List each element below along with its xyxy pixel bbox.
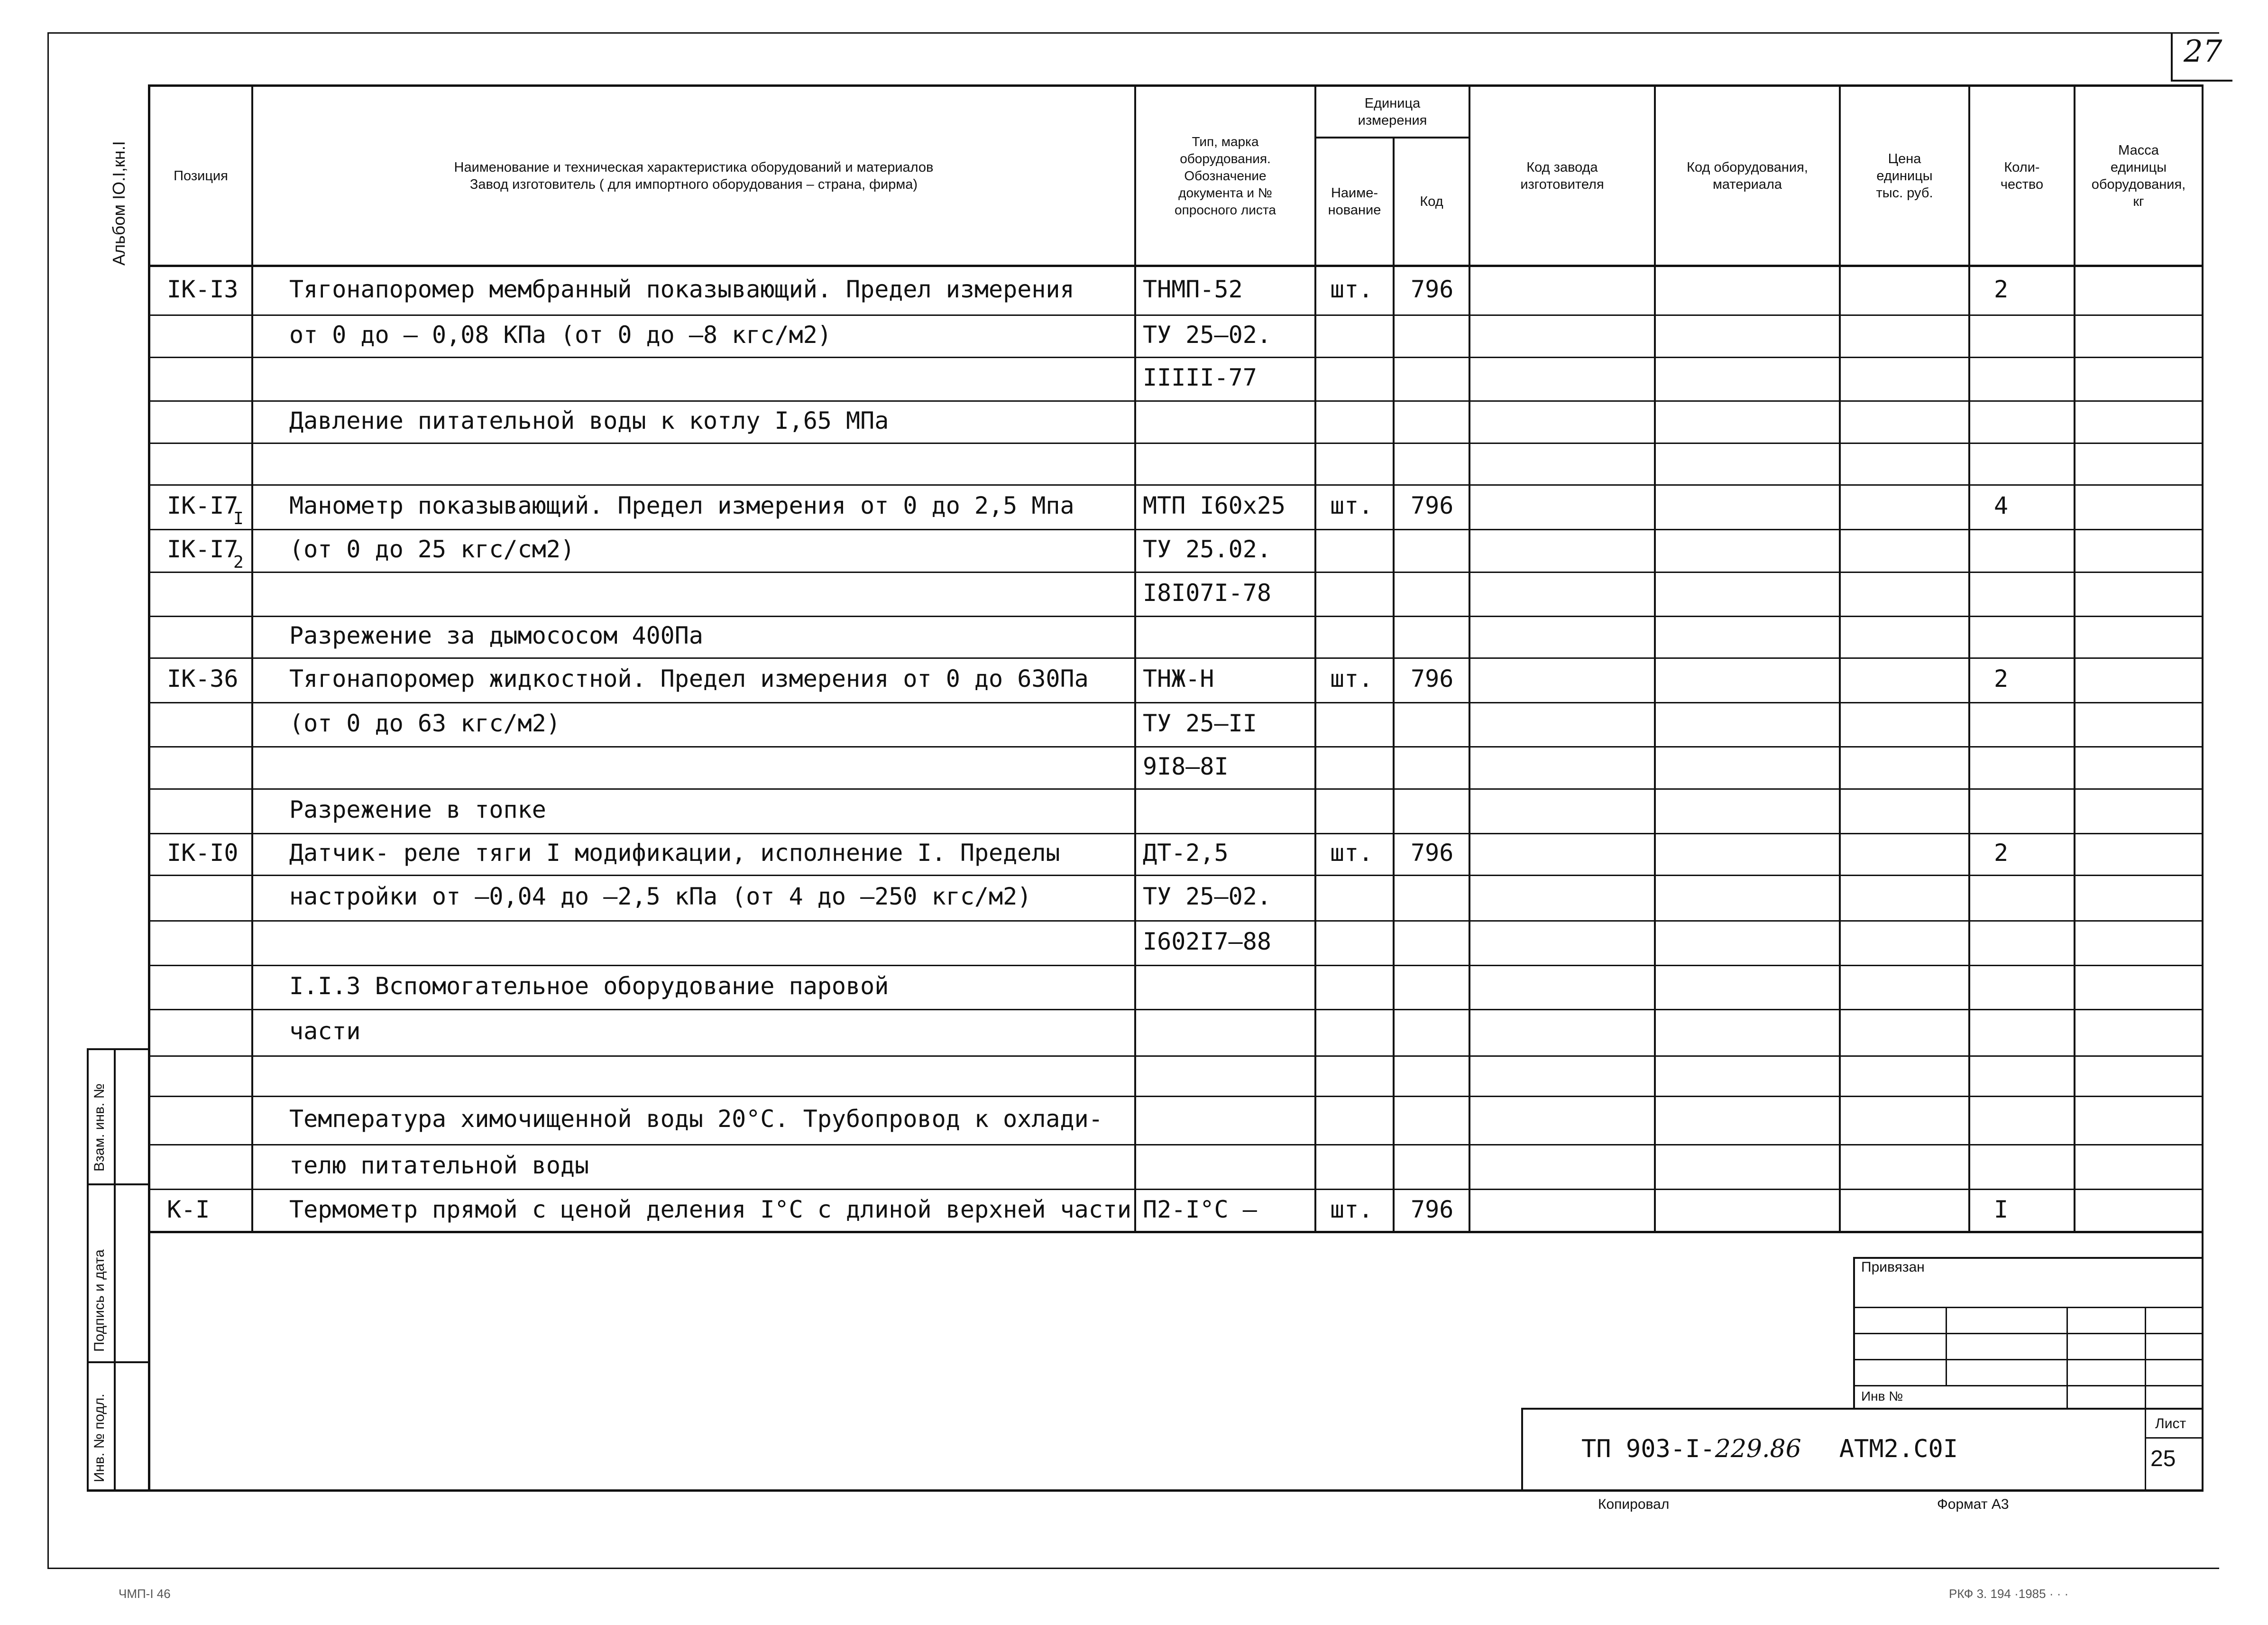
- header-position: Позиция: [174, 168, 228, 184]
- header-name: Наименование и техническая характеристика оборудований и материалов Завод изготовитель ( для импортного оборудования – страна, фирма): [454, 159, 934, 192]
- cell-name: (от 0 до 25 кгс/см2): [289, 536, 575, 563]
- row-separator: [150, 833, 2202, 834]
- sheet-label: Лист: [2155, 1416, 2186, 1431]
- row-separator: [150, 702, 2202, 703]
- header-equip-code: Код оборудования, материала: [1687, 159, 1808, 192]
- linked-label: Привязан: [1861, 1259, 1925, 1275]
- document-code: [1581, 1435, 1958, 1463]
- row-separator: [150, 1144, 2202, 1145]
- row-separator: [150, 1055, 2202, 1057]
- row-separator: [150, 400, 2202, 402]
- cell-type: ТНЖ-Н: [1143, 665, 1214, 692]
- cell-name: Тягонапоромер мембранный показывающий. Предел измерения: [289, 275, 1074, 303]
- doc-code-prefix: ТП 903-I-: [1581, 1435, 1715, 1463]
- row-separator: [150, 572, 2202, 573]
- row-separator: [150, 616, 2202, 617]
- inv-no-label: Инв №: [1861, 1389, 1903, 1403]
- stamp-ref-inv: Взам. инв. №: [92, 1083, 107, 1172]
- cell-qty: 2: [1994, 275, 2009, 303]
- cell-type: ТУ 25–02.: [1143, 321, 1271, 349]
- header-unit: Единица измерения: [1358, 95, 1427, 128]
- header-unit-name: Наиме- нование: [1328, 185, 1381, 218]
- cell-qty: I: [1994, 1195, 2009, 1223]
- cell-name: Датчик- реле тяги I модификации, исполнение I. Пределы: [289, 839, 1060, 867]
- header-price: Цена единицы тыс. руб.: [1876, 151, 1933, 201]
- outer-bottom-line: [47, 1568, 2219, 1569]
- row-separator: [150, 788, 2202, 790]
- cell-code: 796: [1411, 492, 1454, 519]
- sheet-number: 25: [2150, 1446, 2176, 1471]
- stamp-inv-orig: Инв. № подл.: [92, 1394, 107, 1482]
- cell-name: Разрежение в топке: [289, 796, 546, 823]
- outer-top-line: [47, 32, 2219, 34]
- row-separator: [150, 1009, 2202, 1010]
- cell-name: телю питательной воды: [289, 1152, 589, 1179]
- cell-name: от 0 до – 0,08 КПа (от 0 до –8 кгс/м2): [289, 321, 832, 349]
- cell-name: Тягонапоромер жидкостной. Предел измерения от 0 до 630Па: [289, 665, 1089, 692]
- cell-code: 796: [1411, 839, 1454, 867]
- cell-type: ТНМП-52: [1143, 275, 1243, 303]
- cell-name: Термометр прямой с ценой деления I°С с длиной верхней части: [289, 1195, 1132, 1223]
- cell-pos-subscript: 2: [233, 553, 244, 572]
- cell-name: I.I.3 Вспомогательное оборудование паровой: [289, 972, 889, 1000]
- row-separator: [150, 443, 2202, 444]
- row-separator: [150, 484, 2202, 486]
- stamp-signature-date: Подпись и дата: [92, 1249, 107, 1352]
- cell-type: IIIII-77: [1143, 364, 1257, 391]
- cell-pos: IК-I7: [167, 492, 239, 519]
- row-separator: [150, 357, 2202, 358]
- cell-code: 796: [1411, 665, 1454, 692]
- page-number-box-bottom: [2171, 80, 2232, 82]
- cell-pos: IК-I7: [167, 536, 239, 563]
- cell-name: (от 0 до 63 кгс/м2): [289, 709, 560, 737]
- cell-unit: шт.: [1330, 1195, 1373, 1223]
- cell-name: Температура химочищенной воды 20°С. Трубопровод к охлади-: [289, 1105, 1103, 1133]
- cell-unit: шт.: [1330, 839, 1373, 867]
- cell-name: Давление питательной воды к котлу I,65 МПа: [289, 406, 889, 434]
- doc-code-handwritten: 229.86: [1715, 1435, 1801, 1463]
- header-quantity: Коли- чество: [2000, 159, 2044, 192]
- cell-pos: IК-I3: [167, 275, 239, 303]
- row-separator: [150, 875, 2202, 876]
- cell-type: МТП I60х25: [1143, 492, 1286, 519]
- row-separator: [150, 965, 2202, 966]
- album-label: Альбом IO.I,кн.I: [109, 141, 129, 266]
- cell-name: части: [289, 1017, 361, 1045]
- header-mass: Масса единицы оборудования, кг: [2091, 142, 2186, 209]
- header-unit-code: Код: [1420, 194, 1443, 209]
- row-separator: [150, 1096, 2202, 1097]
- cell-type: ТУ 25–II: [1143, 709, 1257, 737]
- outer-left-line: [47, 32, 49, 1569]
- row-separator: [150, 657, 2202, 659]
- header-type: Тип, марка оборудования. Обозначение документа и № опросного листа: [1175, 134, 1276, 217]
- cell-qty: 2: [1994, 839, 2009, 867]
- doc-code-suffix: АТМ2.С0I: [1839, 1435, 1958, 1463]
- format-label: Формат А3: [1937, 1496, 2009, 1512]
- cell-pos-subscript: I: [233, 509, 244, 528]
- cell-unit: шт.: [1330, 275, 1373, 303]
- cell-pos: IК-36: [167, 665, 239, 692]
- row-separator: [150, 314, 2202, 316]
- footer-left: ЧМП-I 46: [119, 1587, 171, 1601]
- page-number-box-left: [2171, 33, 2173, 81]
- cell-type: I8I07I-78: [1143, 579, 1271, 607]
- row-separator: [150, 529, 2202, 530]
- copied-label: Копировал: [1598, 1496, 1670, 1512]
- cell-unit: шт.: [1330, 665, 1373, 692]
- cell-name: Разрежение за дымососом 400Па: [289, 622, 703, 649]
- cell-type: ДТ-2,5: [1143, 839, 1229, 867]
- cell-pos: IК-I0: [167, 839, 239, 867]
- cell-type: П2-I°С –: [1143, 1195, 1257, 1223]
- row-separator: [150, 746, 2202, 748]
- cell-type: I602I7–88: [1143, 928, 1271, 955]
- cell-qty: 4: [1994, 492, 2009, 519]
- cell-code: 796: [1411, 1195, 1454, 1223]
- cell-qty: 2: [1994, 665, 2009, 692]
- row-separator: [150, 920, 2202, 922]
- header-maker-code: Код завода изготовителя: [1520, 159, 1604, 192]
- row-separator: [150, 1189, 2202, 1190]
- footer-right: РКФ 3. 194 ·1985 · · ·: [1949, 1587, 2069, 1601]
- cell-type: ТУ 25.02.: [1143, 536, 1271, 563]
- cell-pos: К-I: [167, 1195, 210, 1223]
- cell-name: Манометр показывающий. Предел измерения от 0 до 2,5 Мпа: [289, 492, 1074, 519]
- cell-code: 796: [1411, 275, 1454, 303]
- page-number: 27: [2184, 34, 2222, 69]
- cell-unit: шт.: [1330, 492, 1373, 519]
- cell-type: ТУ 25–02.: [1143, 883, 1271, 910]
- cell-name: настройки от –0,04 до –2,5 кПа (от 4 до –250 кгс/м2): [289, 883, 1032, 910]
- cell-type: 9I8–8I: [1143, 752, 1229, 780]
